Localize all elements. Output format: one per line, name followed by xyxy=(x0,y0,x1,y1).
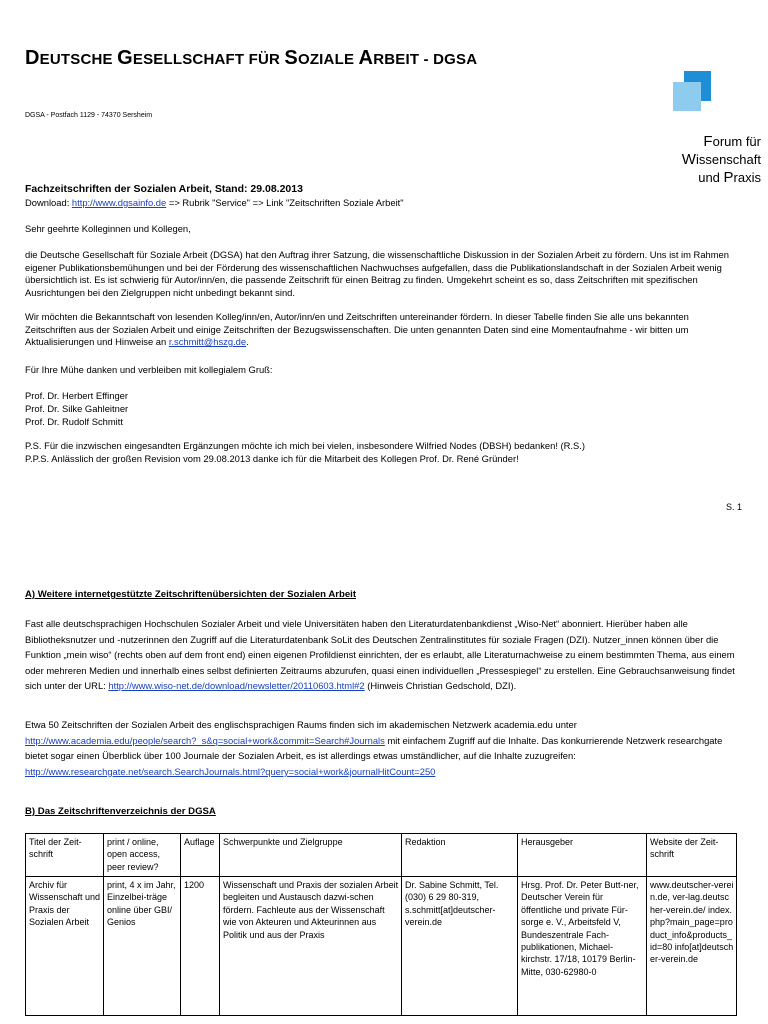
journal-table xyxy=(25,833,737,1016)
column-header: Auflage xyxy=(181,834,220,877)
table-cell: 1200 xyxy=(181,877,220,1016)
table-cell: print, 4 x im Jahr, Einzelbei-träge online über GBI/ Genios xyxy=(104,877,181,1016)
email-link[interactable]: r.schmitt@hszg.de xyxy=(168,336,247,348)
postscript-2: P.P.S. Anlässlich der großen Revision vom 29.08.2013 danke ich für die Mitarbeit des Kollegen Prof. Dr. René Gründer! xyxy=(25,453,519,464)
page-number: S. 1 xyxy=(725,502,742,512)
sender-address: DGSA - Postfach 1129 - 74370 Sersheim xyxy=(25,112,153,119)
section-a-paragraph-1: Fast alle deutschsprachigen Hochschulen Sozialer Arbeit und viele Universitäten haben den Literaturdatenbankdienst „Wiso-Net“ abonniert. Hierüber haben alle Bibliotheksnutzer und -nutzerinnen den Zugriff auf die Literaturdatenbank SoLit des Deutschen Zentralinstitutes für soziale Fragen (DZI). Nutzer_innen können über die Funktion „mein wiso“ (rechts oben auf dem front end) einen eigenen Profildienst einrichten, der es erlaubt, alle Literaturnachweise zu einem bestimmten Thema, aus einem oder mehreren Medien und innerhalb eines selbst definierten Zeitraums abzurufen, quasi einen individuellen „Pressespiegel“ zu erstellen. Eine Gebrauchsanweisung findet sich unter der URL: http://www.wiso-net.de/download/newsletter/20110603.html#2 (Hinweis Christian Gedschold, DZI). xyxy=(25,618,735,692)
column-header: Website der Zeit-schrift xyxy=(647,834,737,877)
section-b-heading: B) Das Zeitschriftenverzeichnis der DGSA xyxy=(25,806,216,817)
dgsa-link[interactable]: http://www.dgsainfo.de xyxy=(71,197,167,208)
academia-link[interactable]: http://www.academia.edu/people/search?_s&q=social+work&commit=Search#Journals xyxy=(25,734,385,746)
section-a-paragraph-2: Etwa 50 Zeitschriften der Sozialen Arbeit des englischsprachigen Raums finden sich im akademischen Netzwerk academia.edu unter http://www.academia.edu/people/search?_s&q=social+work&commit=Search#Journals mit einfachem Zugriff auf die Inhalte. Das konkurrierende Netzwerk researchgate bietet sogar einen Überblick über 100 Journale der Sozialen Arbeit, es ist allerdings etwas umständlicher, auf die Inhalte zuzugreifen: http://www.researchgate.net/search.SearchJournals.html?query=social+work&journalHitCount=250 xyxy=(25,719,723,777)
greeting: Sehr geehrte Kolleginnen und Kollegen, xyxy=(25,223,191,234)
document-heading: Fachzeitschriften der Sozialen Arbeit, Stand: 29.08.2013 xyxy=(25,183,303,195)
table-header-row xyxy=(26,834,737,877)
intro-paragraph-1: die Deutsche Gesellschaft für Soziale Arbeit (DGSA) hat den Auftrag ihrer Satzung, die wissenschaftliche Diskussion in der Sozialen Arbeit zu fördern. Uns ist im Rahmen eigener Publikationsbemühungen und bei der Förderung des wissenschaftlichen Nachwuchses aufgefallen, dass die Publikationslandschaft in der Sozialen Arbeit wenig übersichtlich ist. Es ist schwierig für Autor/inn/en, die passende Zeitschrift für einen Beitrag zu finden. Umgekehrt scheint es so, dass Zeitschriften mit spezifischen Ausrichtungen bei den Zielgruppen nicht unbedingt bekannt sind. xyxy=(25,249,729,298)
postscript-1: P.S. Für die inzwischen eingesandten Ergänzungen möchte ich mich bei vielen, insbesondere Wilfried Nodes (DBSH) bedanken! (R.S.) xyxy=(25,440,586,451)
column-header: Redaktion xyxy=(402,834,518,877)
forum-logo-text: Forum für Wissenschaft und Praxis xyxy=(681,133,761,186)
wiso-link[interactable]: http://www.wiso-net.de/download/newsletter/20110603.html#2 xyxy=(108,680,365,692)
researchgate-link[interactable]: http://www.researchgate.net/search.SearchJournals.html?query=social+work&journalHitCount=250 xyxy=(25,765,436,777)
table-cell: Wissenschaft und Praxis der sozialen Arbeit begleiten und Austausch dazwi-schen fördern. Fachleute aus der Wissenschaft wie von Akteuren und Akteurinnen aus Politik und aus der Praxis xyxy=(220,877,402,1016)
download-line: Download: http://www.dgsainfo.de => Rubrik "Service" => Link "Zeitschriften Soziale Arbeit" xyxy=(25,197,404,208)
signer: Prof. Dr. Silke Gahleitner xyxy=(25,403,129,414)
logo-square-front xyxy=(673,82,701,111)
column-header: print / online, open access, peer review? xyxy=(104,834,181,877)
table-cell: Archiv für Wissenschaft und Praxis der Sozialen Arbeit xyxy=(26,877,104,1016)
page-title: DEUTSCHE GESELLSCHAFT FÜR SOZIALE ARBEIT - DGSA xyxy=(25,47,478,69)
table-cell: Dr. Sabine Schmitt, Tel. (030) 6 29 80-319, s.schmitt[at]deutscher-verein.de xyxy=(402,877,518,1016)
column-header: Herausgeber xyxy=(518,834,647,877)
column-header: Titel der Zeit-schrift xyxy=(26,834,104,877)
intro-paragraph-2: Wir möchten die Bekanntschaft von lesenden Kolleg/inn/en, Autor/inn/en und Zeitschriften untereinander fördern. In dieser Tabelle finden Sie alle uns bekannten Zeitschriften aus der Sozialen Arbeit und einige Zeitschriften der Bezugswissenschaften. Die unten genannten Daten sind eine Momentaufnahme - wir bitten um Aktualisierungen und Hinweise an r.schmitt@hszg.de. xyxy=(25,311,689,348)
signer: Prof. Dr. Rudolf Schmitt xyxy=(25,416,123,427)
table-cell: Hrsg. Prof. Dr. Peter Butt-ner, Deutscher Verein für öffentliche und private Für-sorge e. V., Arbeitsfeld V, Bundeszentrale Fach-publikationen, Michael-kirchstr. 17/18, 10179 Berlin-Mitte, 030-62980-0 xyxy=(518,877,647,1016)
table-cell: www.deutscher-verein.de, ver-lag.deutscher-verein.de/ index.php?main_page=product_info&products_id=80 info[at]deutscher-verein.de xyxy=(647,877,737,1016)
closing-line: Für Ihre Mühe danken und verbleiben mit kollegialem Gruß: xyxy=(25,364,273,375)
table-row xyxy=(26,877,737,1016)
signer: Prof. Dr. Herbert Effinger xyxy=(25,390,128,401)
column-header: Schwerpunkte und Zielgruppe xyxy=(220,834,402,877)
section-a-heading: A) Weitere internetgestützte Zeitschriftenübersichten der Sozialen Arbeit xyxy=(25,589,357,600)
